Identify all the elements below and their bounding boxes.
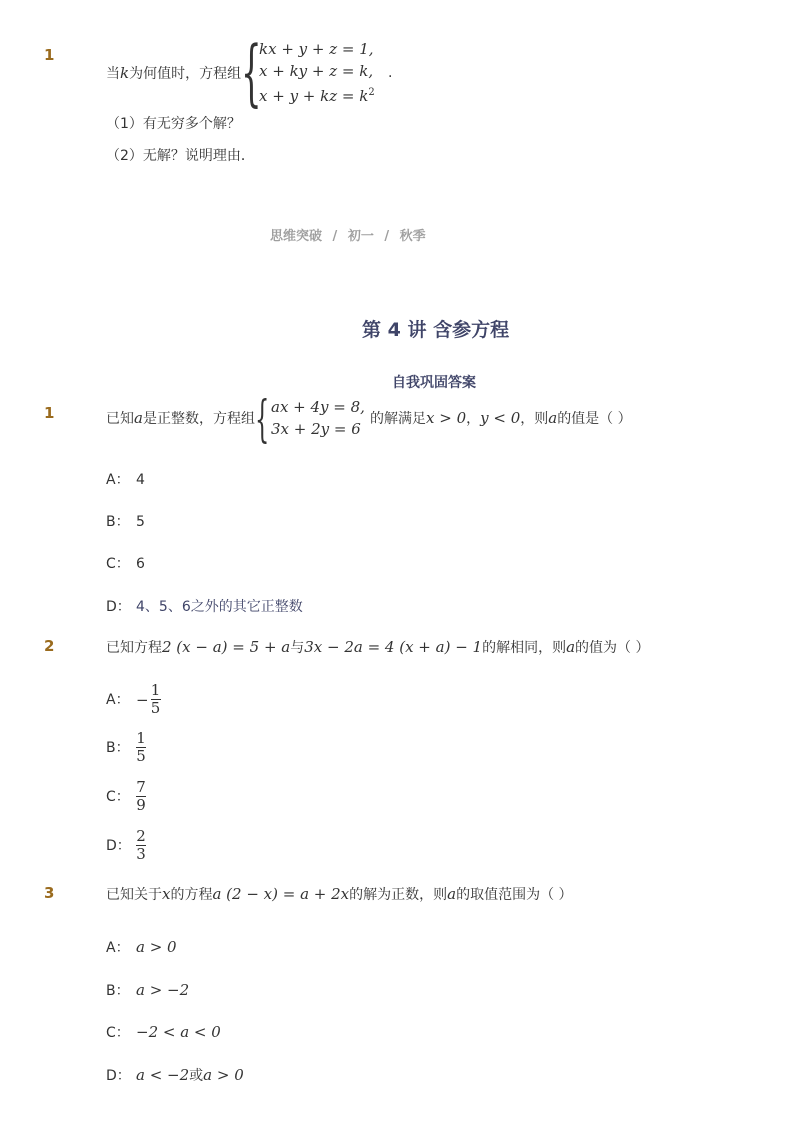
question-suffix: . xyxy=(388,65,393,81)
breadcrumb-item: 思维突破 xyxy=(270,229,323,244)
question-text-prefix: 当 xyxy=(106,66,120,82)
question-text: 已知a是正整数，方程组 xyxy=(106,409,255,427)
breadcrumb xyxy=(270,225,426,244)
equation-system xyxy=(271,396,365,440)
option-d[interactable]: D： $\frac{2}{3}$ xyxy=(106,827,146,863)
fraction: $\frac{7}{9}$ xyxy=(136,778,146,814)
question-text: 已知方程2 (x − a) = 5 + a与3x − 2a = 4 (x + a) − 1的解相同，则a的值为（ ） xyxy=(106,638,650,656)
equation-line: x + y + kz = $k^2$ xyxy=(259,87,375,105)
question-number: 2 xyxy=(44,637,55,655)
breadcrumb-item: 初一 xyxy=(347,229,374,244)
question-number: 1 xyxy=(44,46,55,64)
option-b[interactable]: B： $\frac{1}{5}$ xyxy=(106,729,146,765)
question-number: 3 xyxy=(44,884,55,902)
variable-k: k xyxy=(120,64,130,82)
lecture-title: 第 4 讲 含参方程 xyxy=(362,319,510,341)
sub-question-1: （1）有无穷多个解？ xyxy=(106,116,241,132)
equation-brace: { xyxy=(255,390,270,448)
equation-line: kx + y + z = 1, xyxy=(259,40,374,58)
breadcrumb-item: 秋季 xyxy=(399,229,426,244)
breadcrumb-separator: / xyxy=(384,229,390,244)
sub-question-2: （2）无解？说明理由． xyxy=(106,148,255,164)
question-text-cont: 的解满足x > 0，y < 0，则a的值是（ ） xyxy=(370,409,632,427)
question-text-middle: 为何值时，方程组 xyxy=(129,66,242,82)
option-a[interactable]: A： − $\frac{1}{5}$ xyxy=(106,681,161,717)
fraction: $\frac{2}{3}$ xyxy=(136,827,146,863)
question-text: 已知关于x的方程a (2 − x) = a + 2x的解为正数，则a的取值范围为（ ） xyxy=(106,885,573,903)
option-c[interactable]: C： 6 xyxy=(106,556,145,572)
equation-line: ax + 4y = 8, xyxy=(271,398,365,416)
breadcrumb-separator: / xyxy=(332,229,338,244)
option-d[interactable]: D： 4、5、6之外的其它正整数 xyxy=(106,599,303,615)
equation-line: 3x + 2y = 6 xyxy=(271,420,361,438)
variable-a: a xyxy=(134,409,143,427)
question-number: 1 xyxy=(44,404,55,422)
fraction: $\frac{1}{5}$ xyxy=(136,729,146,765)
equation-brace: { xyxy=(241,30,262,114)
equation-line: x + ky + z = k, xyxy=(259,62,374,80)
fraction: $\frac{1}{5}$ xyxy=(150,681,161,717)
option-c[interactable]: C： $\frac{7}{9}$ xyxy=(106,778,146,814)
option-c[interactable]: C： −2 < a < 0 xyxy=(106,1023,221,1041)
option-a[interactable]: A： a > 0 xyxy=(106,938,177,956)
option-d[interactable]: D： a < −2或a > 0 xyxy=(106,1066,244,1084)
equation-system xyxy=(259,38,375,107)
question-text xyxy=(106,63,241,84)
option-a[interactable]: A： 4 xyxy=(106,472,145,488)
option-b[interactable]: B： 5 xyxy=(106,514,145,530)
section-title: 自我巩固答案 xyxy=(392,375,476,391)
option-b[interactable]: B： a > −2 xyxy=(106,981,190,999)
